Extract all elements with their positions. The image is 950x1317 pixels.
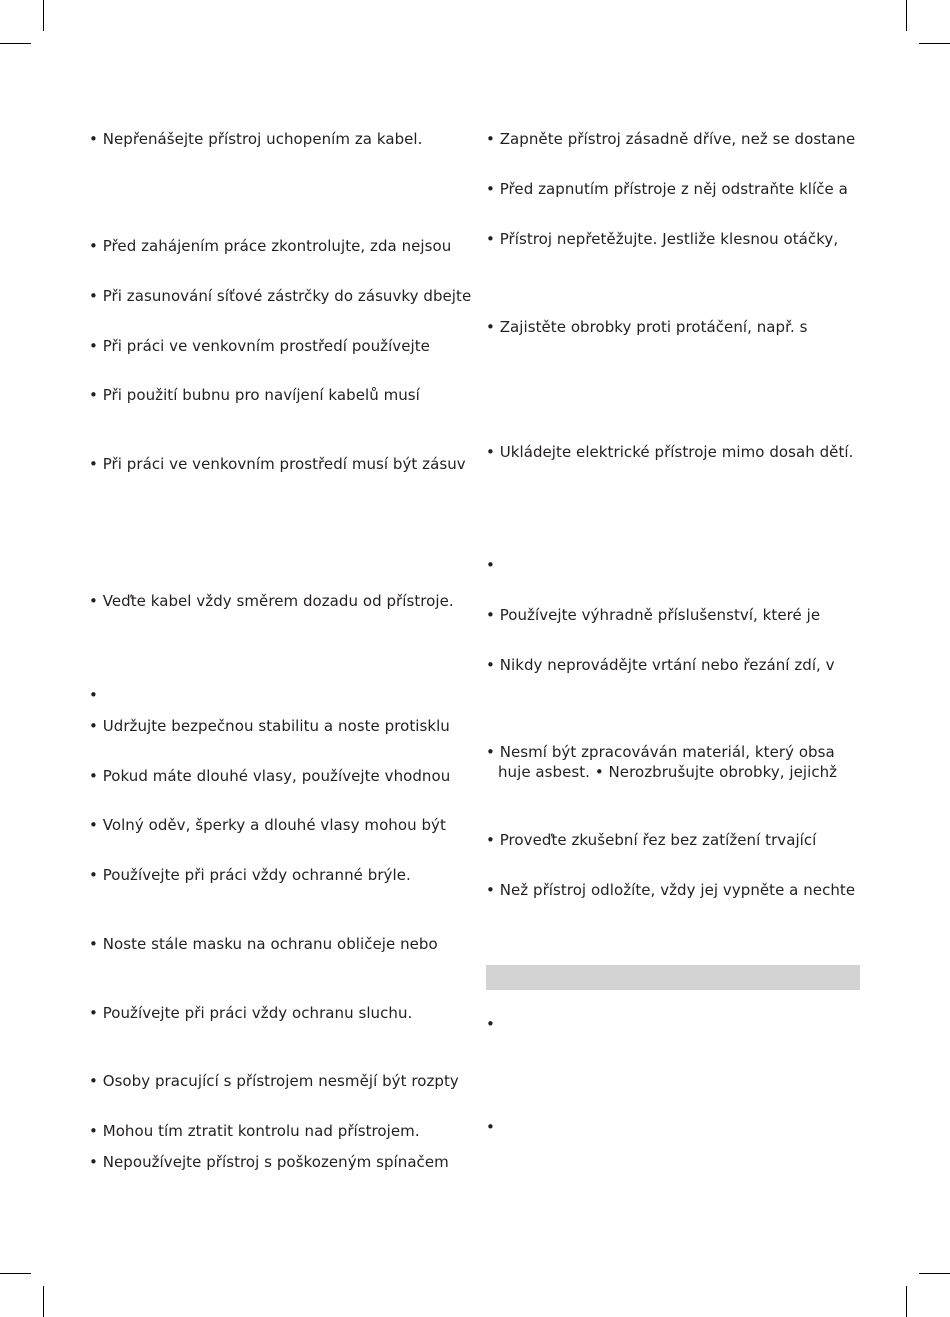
bullet-line: • Volný oděv, šperky a dlouhé vlasy mohou být: [89, 816, 446, 834]
crop-mark: [0, 43, 31, 44]
bullet-line: • Noste stále masku na ochranu obličeje nebo: [89, 935, 438, 953]
bullet-line: •: [486, 1015, 495, 1033]
bullet-line: • Používejte při práci vždy ochranné brýle.: [89, 866, 411, 884]
bullet-line: • Udržujte bezpečnou stabilitu a noste protisklu: [89, 717, 450, 735]
crop-mark: [43, 1286, 44, 1317]
bullet-line: •: [486, 1118, 495, 1136]
crop-mark: [919, 43, 950, 44]
bullet-line: • Zajistěte obrobky proti protáčení, např. s: [486, 318, 808, 336]
bullet-line: • Nesmí být zpracováván materiál, který obsa: [486, 743, 835, 761]
bullet-line: • Veďte kabel vždy směrem dozadu od přístroje.: [89, 592, 454, 610]
section-heading-bar: [486, 965, 860, 990]
bullet-line: • Nepoužívejte přístroj s poškozeným spínačem: [89, 1153, 449, 1171]
crop-mark: [906, 0, 907, 31]
bullet-line: • Při práci ve venkovním prostředí musí být zásuv: [89, 455, 466, 473]
bullet-line: • Před zahájením práce zkontrolujte, zda nejsou: [89, 237, 452, 255]
bullet-line: • Ukládejte elektrické přístroje mimo dosah dětí.: [486, 443, 854, 461]
crop-mark: [43, 0, 44, 31]
bullet-line: • Pokud máte dlouhé vlasy, používejte vhodnou: [89, 767, 451, 785]
bullet-line: • Proveďte zkušební řez bez zatížení trvající: [486, 831, 817, 849]
bullet-line-continuation: huje asbest. • Nerozbrušujte obrobky, jejichž: [498, 763, 838, 781]
bullet-line: • Přístroj nepřetěžujte. Jestliže klesnou otáčky,: [486, 230, 839, 248]
bullet-line: • Před zapnutím přístroje z něj odstraňte klíče a: [486, 180, 848, 198]
crop-mark: [919, 1273, 950, 1274]
bullet-line: • Při práci ve venkovním prostředí používejte: [89, 337, 430, 355]
bullet-line: • Nikdy neprovádějte vrtání nebo řezání zdí, v: [486, 656, 835, 674]
bullet-line: • Než přístroj odložíte, vždy jej vypněte a nechte: [486, 881, 856, 899]
crop-mark: [0, 1273, 31, 1274]
bullet-line: • Zapněte přístroj zásadně dříve, než se dostane: [486, 130, 856, 148]
bullet-line: • Mohou tím ztratit kontrolu nad přístrojem.: [89, 1122, 420, 1140]
bullet-line: • Při použití bubnu pro navíjení kabelů musí: [89, 386, 420, 404]
bullet-line: •: [89, 686, 98, 704]
crop-mark: [906, 1286, 907, 1317]
bullet-line: •: [486, 556, 495, 574]
bullet-line: • Používejte při práci vždy ochranu sluchu.: [89, 1004, 413, 1022]
bullet-line: • Používejte výhradně příslušenství, které je: [486, 606, 821, 624]
bullet-line: • Při zasunování síťové zástrčky do zásuvky dbejte: [89, 287, 472, 305]
bullet-line: • Nepřenášejte přístroj uchopením za kabel.: [89, 130, 423, 148]
bullet-line: • Osoby pracující s přístrojem nesmějí být rozpty: [89, 1072, 459, 1090]
